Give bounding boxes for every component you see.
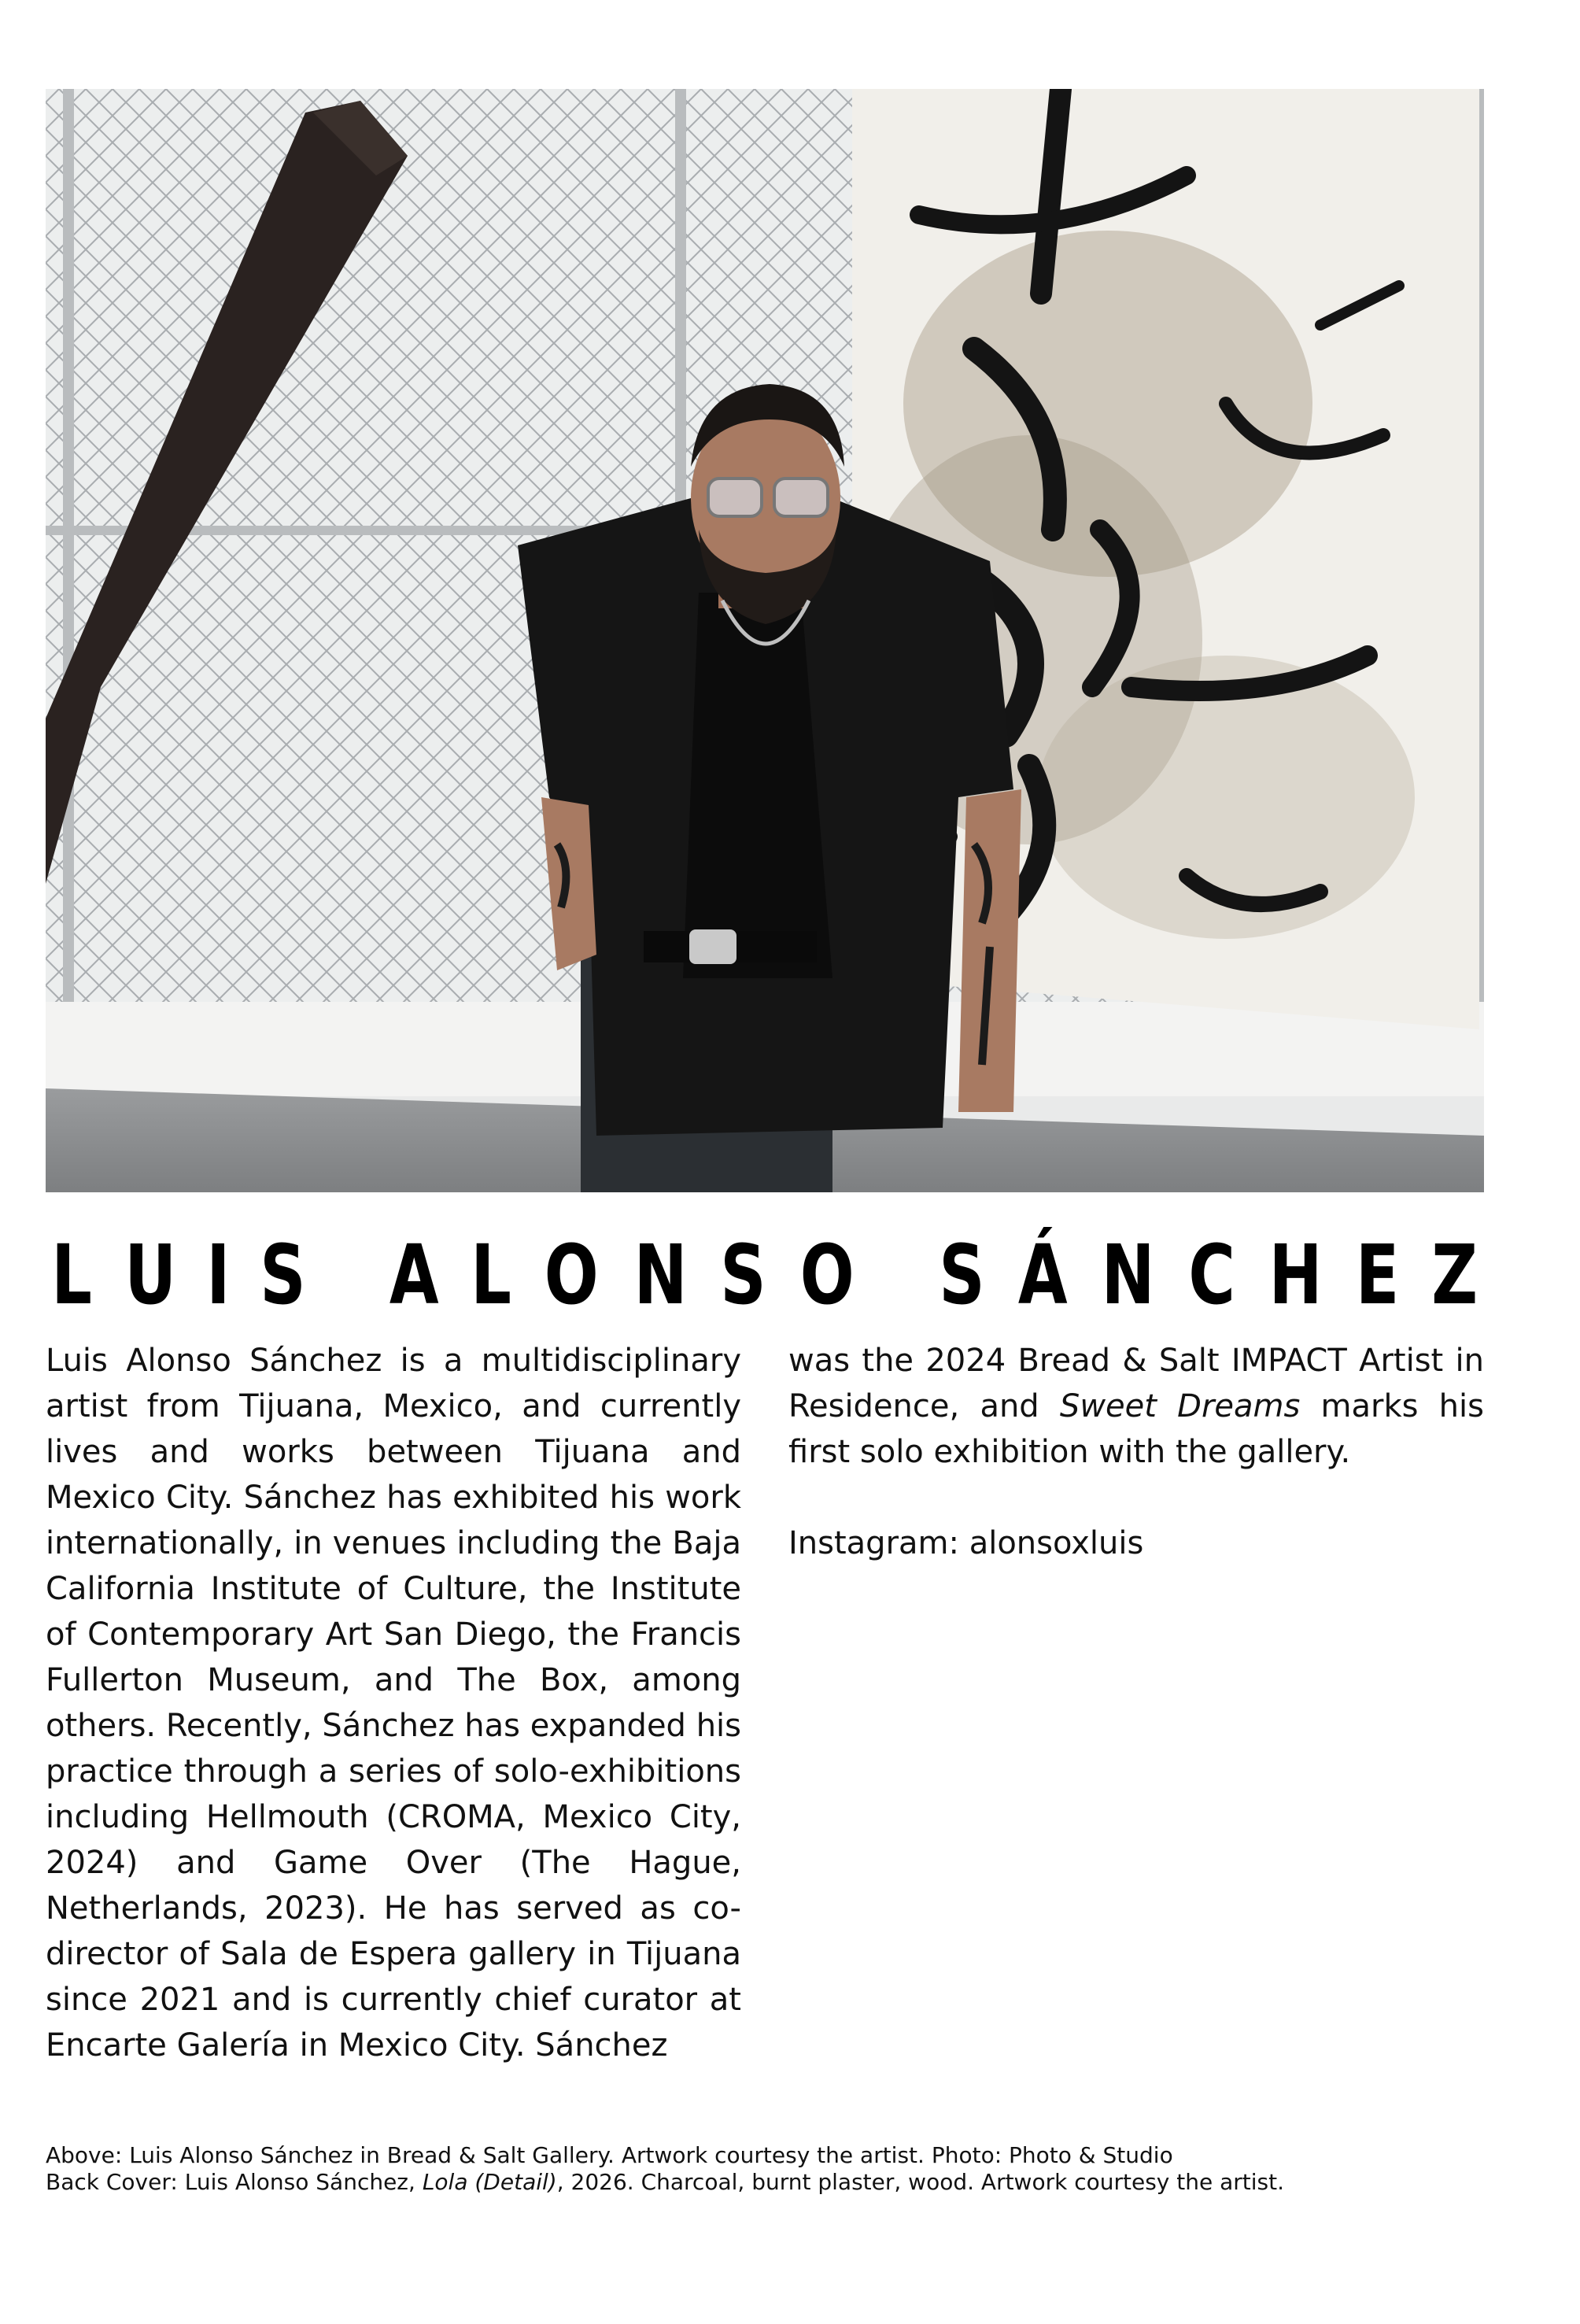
title-letter: S [720, 1227, 767, 1323]
exhibition-title: Sweet Dreams [1059, 1388, 1301, 1424]
bio-continuation [788, 1338, 1484, 1475]
title-letter: C [1188, 1227, 1235, 1323]
title-letter: S [939, 1227, 985, 1323]
caption-back-cover [46, 2169, 1501, 2196]
artist-photo [46, 89, 1484, 1192]
title-letter: N [633, 1227, 688, 1323]
caption-text: Back Cover: Luis Alonso Sánchez, [46, 2169, 423, 2195]
bio-column-left [46, 1338, 741, 2068]
title-letter: I [206, 1227, 231, 1323]
title-letter: H [1268, 1227, 1323, 1323]
title-letter: L [51, 1227, 92, 1323]
caption-above: Above: Luis Alonso Sánchez in Bread & Salt Gallery. Artwork courtesy the artist. Photo: Photo & Studio [46, 2142, 1173, 2168]
title-letter: E [1355, 1227, 1399, 1323]
title-letter: O [799, 1227, 855, 1323]
bio-text: was the 2024 Bread & Salt IMPACT Artist in Residence, and [788, 1343, 1484, 1424]
instagram-handle: Instagram: alonsoxluis [788, 1525, 1144, 1561]
artwork-title: Lola (Detail) [422, 2169, 557, 2195]
title-letter: L [471, 1227, 512, 1323]
photo-captions [46, 2142, 1501, 2196]
artist-name-title [46, 1228, 1484, 1322]
title-letter: N [1101, 1227, 1155, 1323]
bio-text: marks his first solo exhibition with the gallery. [788, 1388, 1484, 1470]
title-letter: S [259, 1227, 306, 1323]
title-letter: Á [1017, 1227, 1068, 1323]
title-letter: A [389, 1227, 439, 1323]
bio-paragraph: Luis Alonso Sánchez is a multidisciplinary artist from Tijuana, Mexico, and currently lives and works between Tijuana and Mexico City. Sánchez has exhibited his work internationally, in venues including the Baja California Institute of Culture, the Institute of Contemporary Art San Diego, the Francis Fullerton Museum, and The Box, among others. Recently, Sánchez has expanded his practice through a series of solo-exhibitions including Hellmouth (CROMA, Mexico City, 2024) and Game Over (The Hague, Netherlands, 2023). He has served as co-director of Sala de Espera gallery in Tijuana since 2021 and is currently chief curator at Encarte Galería in Mexico City. Sánchez [46, 1343, 741, 2064]
title-letter: Z [1430, 1227, 1478, 1323]
title-letter: O [545, 1227, 600, 1323]
bio-column-right [788, 1338, 1484, 1566]
title-letter: U [124, 1227, 177, 1323]
caption-text: , 2026. Charcoal, burnt plaster, wood. Artwork courtesy the artist. [556, 2169, 1285, 2195]
